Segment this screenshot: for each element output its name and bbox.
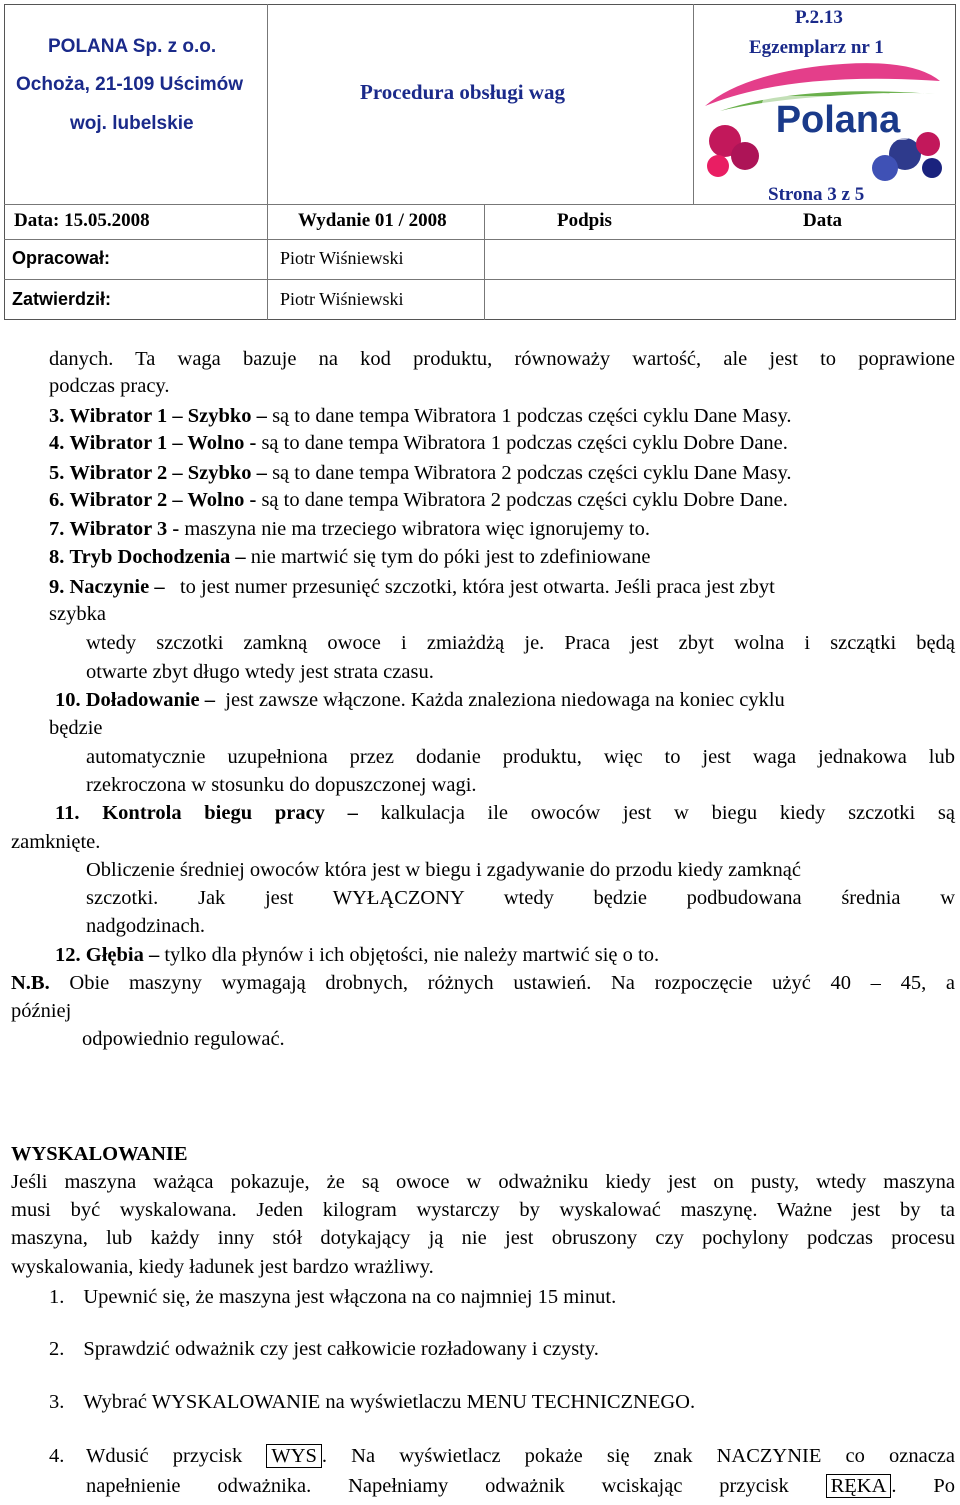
list-item: 4. Wibrator 1 – Wolno - są to dane tempa Wibratora 1 podczas części cyklu Dobre Dane. xyxy=(49,432,788,454)
step-2: 2. Sprawdzić odważnik czy jest całkowicie rozładowany i czysty. xyxy=(49,1338,599,1360)
logo-text: Polana xyxy=(775,99,901,141)
company-region: woj. lubelskie xyxy=(70,113,194,134)
signature-label: Podpis xyxy=(557,210,612,231)
list-item-9-l3: wtedy szczotki zamkną owoce i zmiażdżą je. Praca jest zbyt wolna i szczątki będą xyxy=(86,632,955,654)
list-item-11-l3: Obliczenie średniej owoców która jest w biegu i zgadywanie do przodu kiedy zamknąć xyxy=(86,859,801,881)
paragraph-line: maszyna, lub każdy inny stół dotykający ją nie jest obruszony czy pochylony podczas procesu xyxy=(11,1227,955,1249)
list-item: 6. Wibrator 2 – Wolno - są to dane tempa Wibratora 2 podczas części cyklu Dobre Dane. xyxy=(49,489,788,511)
step-4: Wdusić przycisk WYS . Na wyświetlacz pokaże się znak NACZYNIE co oznacza xyxy=(86,1445,955,1467)
list-item: 8. Tryb Dochodzenia – nie martwić się tym do póki jest to zdefiniowane xyxy=(49,546,651,568)
list-item-10-l3: automatycznie uzupełniona przez dodanie produktu, więc to jest waga jednakowa lub xyxy=(86,746,955,768)
company-name: POLANA Sp. z o.o. xyxy=(48,36,217,57)
list-item-11: 11. Kontrola biegu pracy – kalkulacja ile owoców jest w biegu kiedy szczotki są xyxy=(55,802,956,824)
intro-line-1: danych. Ta waga bazuje na kod produktu, równoważy wartość, ale jest to poprawione xyxy=(49,348,955,370)
nb-note: N.B. Obie maszyny wymagają drobnych, różnych ustawień. Na rozpoczęcie użyć 40 – 45, a xyxy=(11,972,956,994)
copy-number: Egzemplarz nr 1 xyxy=(749,37,884,58)
nb-note-l3: odpowiednio regulować. xyxy=(82,1028,285,1050)
page-number: Strona 3 z 5 xyxy=(768,184,865,205)
list-item: 3. Wibrator 1 – Szybko – są to dane tempa Wibratora 1 podczas części cyklu Dane Masy. xyxy=(49,405,792,427)
list-item-10-l2: będzie xyxy=(49,717,103,739)
procedure-title: Procedura obsługi wag xyxy=(360,80,565,104)
step-4-num: 4. xyxy=(49,1445,65,1467)
list-item-11-l4: szczotki. Jak jest WYŁĄCZONY wtedy będzie podbudowana średnia w xyxy=(86,887,955,909)
intro-line-2: podczas pracy. xyxy=(49,375,170,397)
paragraph-line: wyskalowania, kiedy ładunek jest bardzo wrażliwy. xyxy=(11,1256,434,1278)
step-4-l2: napełnienie odważnika. Napełniamy odważnik wciskając przycisk RĘKA . Po xyxy=(86,1475,956,1497)
prepared-by: Piotr Wiśniewski xyxy=(280,248,404,268)
polana-logo xyxy=(700,36,950,186)
list-item: 7. Wibrator 3 - maszyna nie ma trzeciego wibratora więc ignorujemy to. xyxy=(49,518,650,540)
step-1: 1. Upewnić się, że maszyna jest włączona na co najmniej 15 minut. xyxy=(49,1286,617,1308)
approved-label: Zatwierdził: xyxy=(12,289,112,309)
issue-date: Data: 15.05.2008 xyxy=(14,210,150,231)
list-item-9-l4: otwarte zbyt długo wtedy jest strata czasu. xyxy=(86,661,434,683)
paragraph-line: Jeśli maszyna ważąca pokazuje, że są owoce w odważniku kiedy jest on pusty, wtedy maszyna xyxy=(11,1171,955,1193)
list-item-9-l2: szybka xyxy=(49,603,106,625)
list-item-9: 9. Naczynie – to jest numer przesunięć szczotki, która jest otwarta. Jeśli praca jest zbyt xyxy=(49,576,775,598)
list-item-11-l5: nadgodzinach. xyxy=(86,915,205,937)
list-item-10: 10. Doładowanie – jest zawsze włączone. Każda znaleziona niedowaga na koniec cyklu xyxy=(55,689,785,711)
wys-key: WYS xyxy=(266,1444,322,1468)
reka-key: RĘKA xyxy=(826,1474,892,1498)
approved-by: Piotr Wiśniewski xyxy=(280,289,404,309)
company-address: Ochoża, 21-109 Uścimów xyxy=(16,74,244,95)
edition: Wydanie 01 / 2008 xyxy=(298,210,447,231)
list-item-11-l2: zamknięte. xyxy=(11,831,101,853)
procedure-code: P.2.13 xyxy=(795,7,843,28)
list-item: 5. Wibrator 2 – Szybko – są to dane tempa Wibratora 2 podczas części cyklu Dane Masy. xyxy=(49,462,792,484)
prepared-label: Opracował: xyxy=(12,248,111,268)
list-item-12: 12. Głębia – tylko dla płynów i ich objętości, nie należy martwić się o to. xyxy=(55,944,660,966)
section-title: WYSKALOWANIE xyxy=(11,1143,188,1165)
list-item-10-l4: rzekroczona w stosunku do dopuszczonej wagi. xyxy=(86,774,477,796)
paragraph-line: musi być wyskalowana. Jeden kilogram wystarczy by wyskalować maszynę. Ważne jest by ta xyxy=(11,1199,955,1221)
nb-note-l2: później xyxy=(11,1000,72,1022)
step-3: 3. Wybrać WYSKALOWANIE na wyświetlaczu MENU TECHNICZNEGO. xyxy=(49,1391,696,1413)
date-column-label: Data xyxy=(803,210,843,231)
